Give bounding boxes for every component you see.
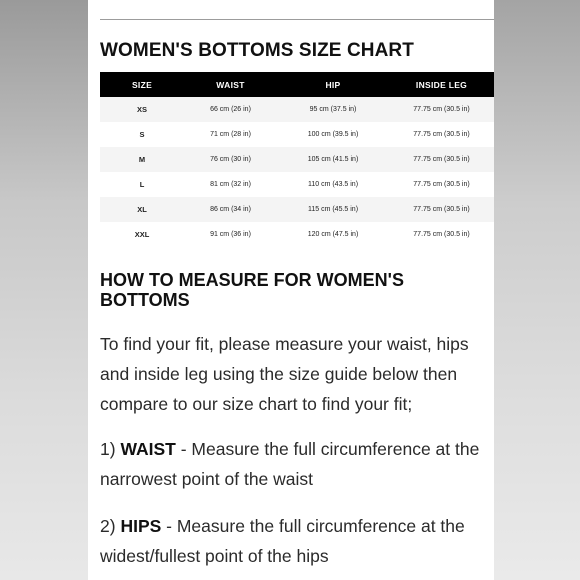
intro-paragraph: To find your fit, please measure your waist, hips and inside leg using the size guide below then compare to our size chart to find your fit; — [100, 334, 469, 414]
hips-text: - Measure the full circumference at the widest/fullest point of the hips — [100, 516, 465, 566]
waist-cell: 76 cm (30 in) — [184, 147, 277, 172]
hip-cell: 105 cm (41.5 in) — [277, 147, 389, 172]
size-chart-table — [100, 72, 494, 247]
table-row — [100, 147, 494, 172]
hip-cell: 100 cm (39.5 in) — [277, 122, 389, 147]
size-cell: M — [100, 147, 184, 172]
inside-leg-cell: 77.75 cm (30.5 in) — [389, 147, 494, 172]
how-to-measure-title: HOW TO MEASURE FOR WOMEN'S BOTTOMS — [100, 270, 404, 310]
table-row — [100, 122, 494, 147]
waist-instruction — [100, 434, 494, 494]
page-title: WOMEN'S BOTTOMS SIZE CHART — [100, 40, 414, 61]
size-cell: XS — [100, 97, 184, 122]
hip-cell: 110 cm (43.5 in) — [277, 172, 389, 197]
hip-cell: 95 cm (37.5 in) — [277, 97, 389, 122]
inside-leg-cell: 77.75 cm (30.5 in) — [389, 122, 494, 147]
header-hip: HIP — [277, 72, 389, 97]
hip-cell: 115 cm (45.5 in) — [277, 197, 389, 222]
waist-cell: 71 cm (28 in) — [184, 122, 277, 147]
size-cell: S — [100, 122, 184, 147]
waist-label: WAIST — [120, 439, 176, 459]
waist-cell: 86 cm (34 in) — [184, 197, 277, 222]
top-divider — [100, 19, 494, 20]
hips-number: 2) — [100, 516, 121, 536]
header-inside-leg: INSIDE LEG — [389, 72, 494, 97]
background-right — [494, 0, 580, 580]
waist-cell: 91 cm (36 in) — [184, 222, 277, 247]
table-header-row — [100, 72, 494, 97]
waist-number: 1) — [100, 439, 121, 459]
inside-leg-cell: 77.75 cm (30.5 in) — [389, 197, 494, 222]
inside-leg-cell: 77.75 cm (30.5 in) — [389, 97, 494, 122]
table-row — [100, 222, 494, 247]
header-waist: WAIST — [184, 72, 277, 97]
size-cell: XL — [100, 197, 184, 222]
table-row — [100, 172, 494, 197]
waist-text: - Measure the full circumference at the narrowest point of the waist — [100, 439, 480, 489]
waist-cell: 66 cm (26 in) — [184, 97, 277, 122]
table-row — [100, 197, 494, 222]
header-size: SIZE — [100, 72, 184, 97]
table-row — [100, 97, 494, 122]
background-left — [0, 0, 88, 580]
hips-label: HIPS — [120, 516, 162, 536]
inside-leg-cell: 77.75 cm (30.5 in) — [389, 172, 494, 197]
size-cell: XXL — [100, 222, 184, 247]
size-guide-page — [88, 0, 494, 580]
waist-cell: 81 cm (32 in) — [184, 172, 277, 197]
hips-instruction — [100, 511, 494, 571]
size-cell: L — [100, 172, 184, 197]
hip-cell: 120 cm (47.5 in) — [277, 222, 389, 247]
inside-leg-cell: 77.75 cm (30.5 in) — [389, 222, 494, 247]
